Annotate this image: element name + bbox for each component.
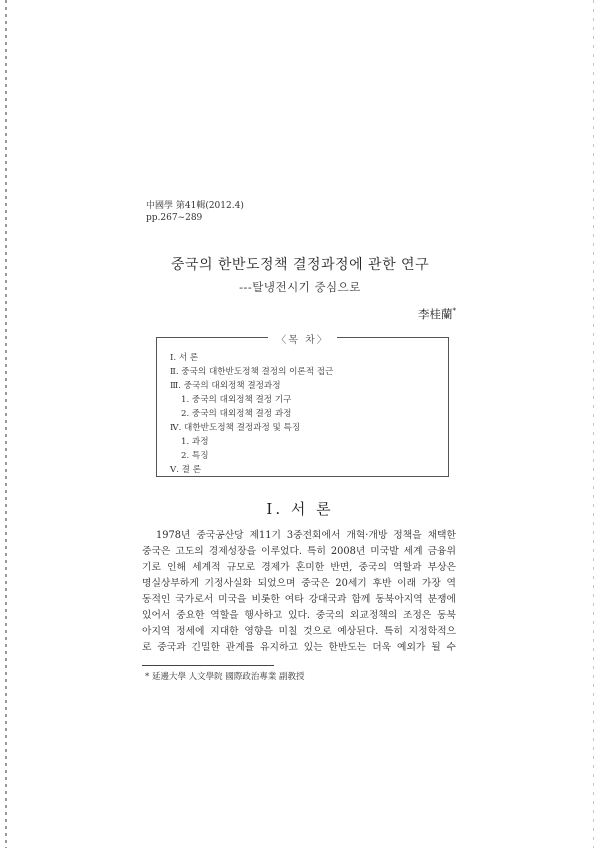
section-heading: Ⅰ. 서 론 [266,500,334,518]
journal-pages: pp.267∼289 [146,213,203,223]
toc-list [170,351,333,477]
page-edge-left [5,0,7,848]
body-line: 명실상부하게 기정사실화 되었으며 중국은 20세기 후반 이래 가장 역 [142,578,456,589]
body-line: 아지역 정세에 지대한 영향을 미칠 것으로 예상된다. 특히 지정학적으 [142,626,456,637]
toc-item-peninsula-policy: Ⅳ. 대한반도정책 결정과정 및 특징 [170,423,301,433]
body-line: 기로 인해 세계적 규모로 경제가 혼미한 반면, 중국의 역할과 부상은 [142,562,456,573]
author [418,306,456,322]
paper-subtitle: ---탈냉전시기 중심으로 [239,280,361,294]
toc-heading-wrap [157,331,448,346]
toc-item-introduction: Ⅰ. 서 론 [170,353,199,363]
toc-subitem-characteristics: 2. 특징 [181,451,209,461]
body-line: 동적인 국가로서 미국을 비롯한 여타 강대국과 함께 동북아지역 분쟁에 [142,594,456,605]
body-line: 있어서 중요한 역할을 행사하고 있다. 중국의 외교정책의 조정은 동북 [142,610,456,621]
footnote-divider [142,665,274,666]
body-paragraph [142,528,456,656]
toc-subitem-decision-process: 2. 중국의 대외정책 결정 과정 [181,409,292,419]
author-name: 李桂蘭 [418,307,453,321]
toc-subitem-process: 1. 과정 [181,437,209,447]
title-block [0,254,600,295]
journal-header [146,200,244,224]
toc-heading: 〈목 차〉 [268,335,337,346]
toc-item-theory: Ⅱ. 중국의 대한반도정책 결정의 이론적 접근 [170,367,334,377]
table-of-contents [156,337,449,477]
toc-item-conclusion: Ⅴ. 결 론 [170,465,202,475]
toc-item-foreign-policy-process: Ⅲ. 중국의 대외정책 결정과정 [170,381,281,391]
author-footnote-mark: * [452,307,456,316]
body-line: 중국은 고도의 경제성장을 이루었다. 특히 2008년 미국발 세계 금융위 [142,546,456,557]
paper-title: 중국의 한반도정책 결정과정에 관한 연구 [170,257,430,273]
body-line: 1978년 중국공산당 제11기 3중전회에서 개혁·개방 정책을 채택한 [156,530,456,541]
journal-issue: 中國學 第41輯(2012.4) [146,201,244,211]
page-edge-right [593,0,594,848]
footnote: * 延邊大學 人文學院 國際政治專業 副教授 [145,672,305,682]
toc-subitem-decision-bodies: 1. 중국의 대외정책 결정 기구 [181,395,292,405]
body-line: 로 중국과 긴밀한 관계를 유지하고 있는 한반도는 더욱 예외가 될 수 [142,642,456,653]
